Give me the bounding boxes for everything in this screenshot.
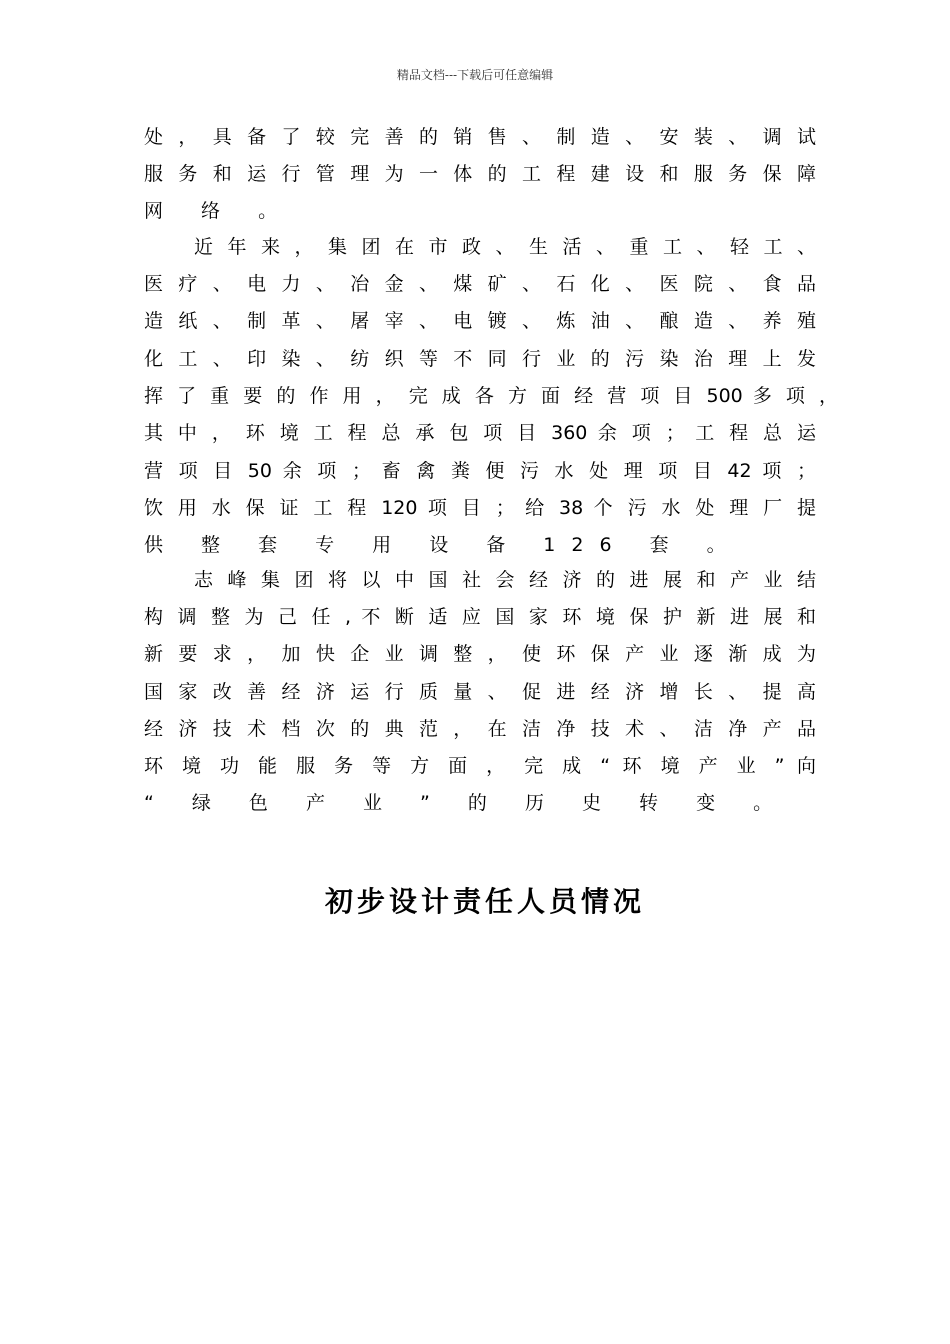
text-line: 国 家 改 善 经 济 运 行 质 量 、 促 进 经 济 增 长 、 提 高 [144, 681, 816, 703]
text-line: 环 境 功 能 服 务 等 方 面 ， 完 成 “ 环 境 产 业 ” 向 [144, 755, 816, 777]
text-line: 营 项 目 50 余 项 ； 畜 禽 粪 便 污 水 处 理 项 目 42 项 ； [144, 460, 816, 482]
text-line: 处 ， 具 备 了 较 完 善 的 销 售 、 制 造 、 安 装 、 调 试 [144, 126, 816, 148]
section-heading: 初步设计责任人员情况 [324, 885, 645, 918]
text-line: 近 年 来 ， 集 团 在 市 政 、 生 活 、 重 工 、 轻 工 、 [194, 236, 816, 258]
text-line: 化 工 、 印 染 、 纺 织 等 不 同 行 业 的 污 染 治 理 上 发 [144, 348, 816, 370]
text-line: 其 中 ， 环 境 工 程 总 承 包 项 目 360 余 项 ； 工 程 总 运 [144, 422, 816, 444]
text-line: 服 务 和 运 行 管 理 为 一 体 的 工 程 建 设 和 服 务 保 障 [144, 163, 816, 185]
text-line: 造 纸 、 制 革 、 屠 宰 、 电 镀 、 炼 油 、 酿 造 、 养 殖 [144, 310, 816, 332]
text-line: 供 整 套 专 用 设 备 126 套 。 [144, 534, 742, 556]
text-line: “ 绿 色 产 业 ” 的 历 史 转 变 。 [144, 792, 789, 814]
text-line: 网 络 。 [144, 200, 294, 222]
page-header: 精品文档---下载后可任意编辑 [396, 68, 554, 82]
text-line: 经 济 技 术 档 次 的 典 范 ， 在 洁 净 技 术 、 洁 净 产 品 [144, 718, 816, 740]
text-line: 饮 用 水 保 证 工 程 120 项 目 ； 给 38 个 污 水 处 理 厂 提 [144, 497, 816, 519]
text-line: 志 峰 集 团 将 以 中 国 社 会 经 济 的 进 展 和 产 业 结 [194, 569, 816, 591]
text-line: 挥 了 重 要 的 作 用 ， 完 成 各 方 面 经 营 项 目 500 多 项 ， [144, 385, 838, 407]
text-line: 医 疗 、 电 力 、 冶 金 、 煤 矿 、 石 化 、 医 院 、 食 品 [144, 273, 816, 295]
text-line: 新 要 求 ， 加 快 企 业 调 整 ， 使 环 保 产 业 逐 渐 成 为 [144, 643, 816, 665]
text-line: 构 调 整 为 己 任 , 不 断 适 应 国 家 环 境 保 护 新 进 展 和 [144, 606, 816, 628]
